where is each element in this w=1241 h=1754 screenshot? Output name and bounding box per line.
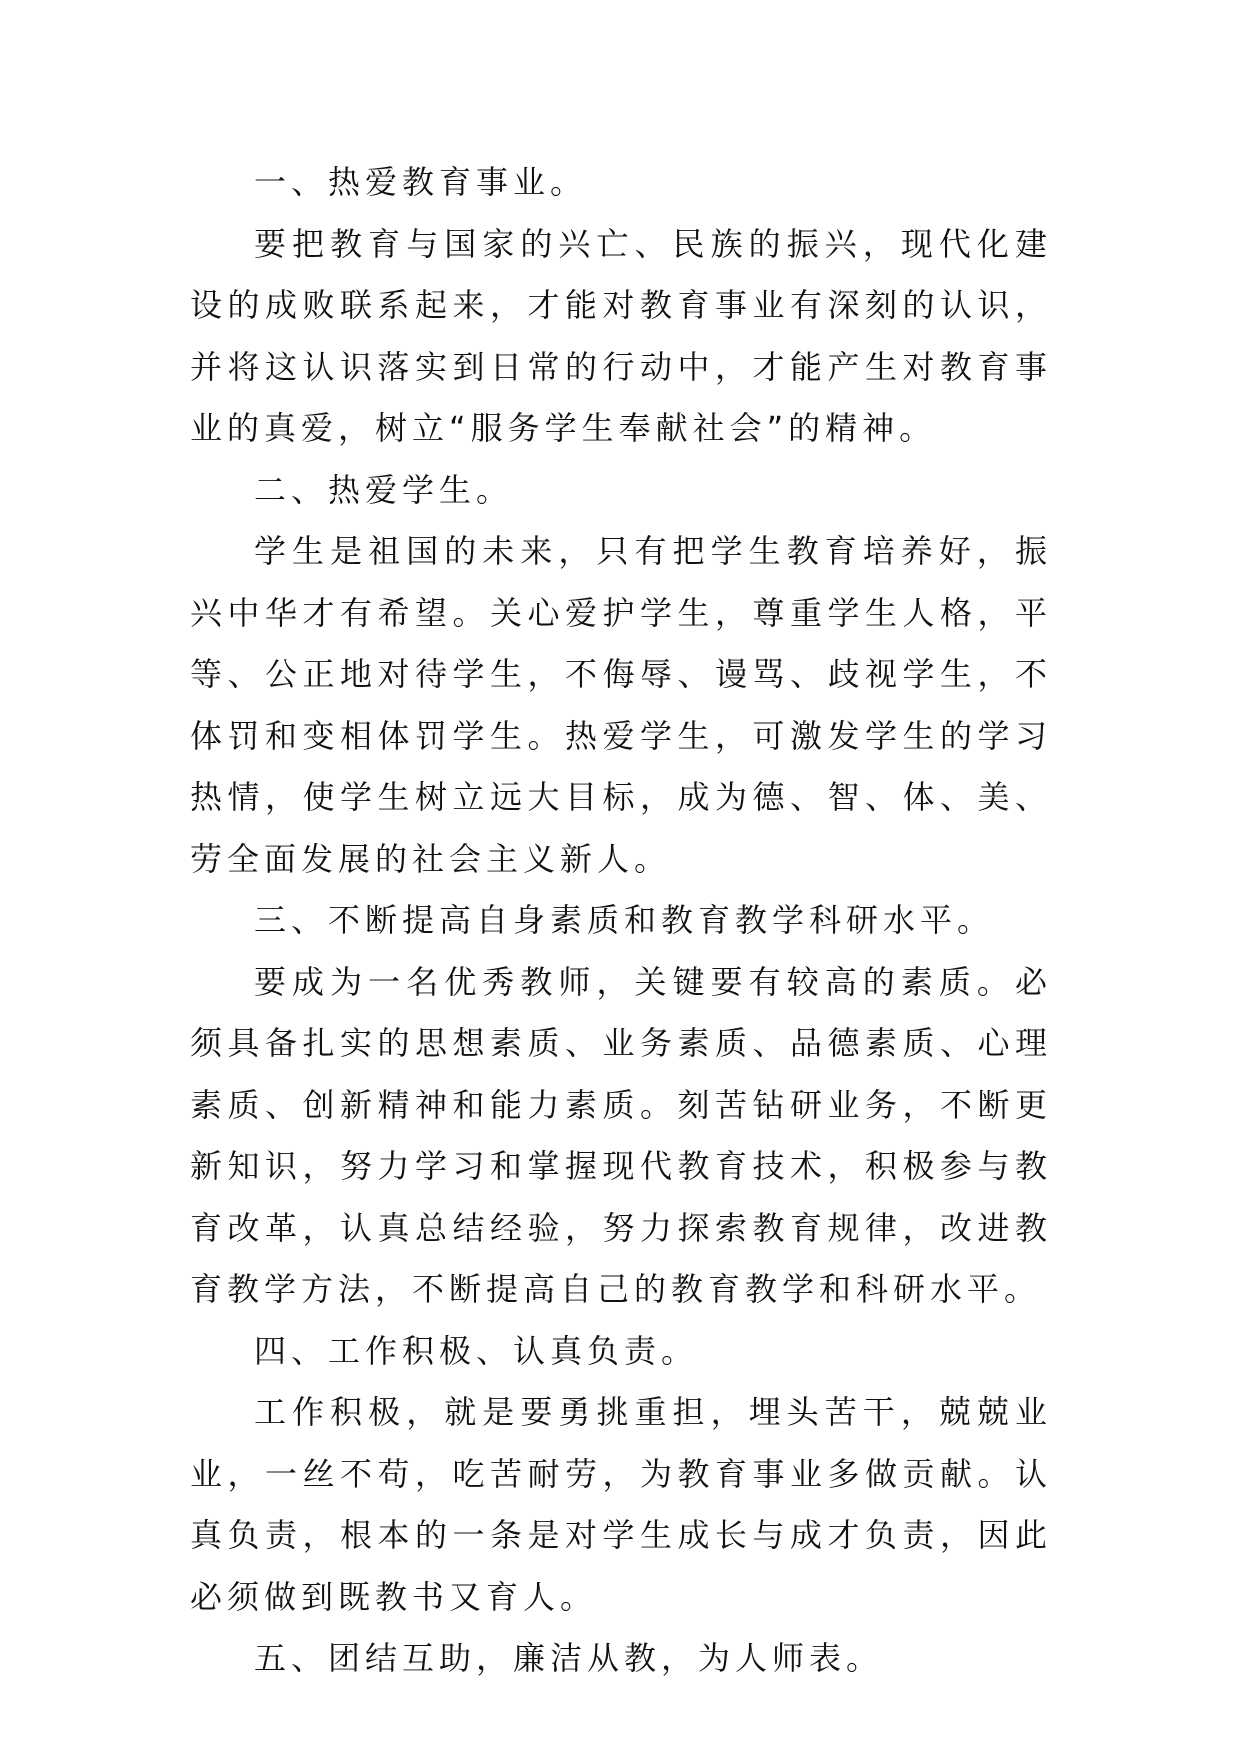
section-heading-1: 一、热爱教育事业。 (254, 163, 588, 201)
section-body-4: 工作积极，就是要勇挑重担，埋头苦干，兢兢业业，一丝不苟，吃苦耐劳，为教育事业多做贡献。认真负责，根本的一条是对学生成长与成才负责，因此必须做到既教书又育人。 (190, 1393, 1052, 1616)
section-body-1: 要把教育与国家的兴亡、民族的振兴，现代化建设的成败联系起来，才能对教育事业有深刻的认识，并将这认识落实到日常的行动中，才能产生对教育事业的真爱，树立“服务学生奉献社会”的精神。 (190, 224, 1052, 447)
section-heading-5: 五、团结互助，廉洁从教，为人师表。 (254, 1639, 884, 1677)
section-heading-4: 四、工作积极、认真负责。 (254, 1331, 699, 1370)
section-heading-2: 二、热爱学生。 (254, 470, 514, 509)
document-body (190, 152, 1052, 1690)
section-body-2: 学生是祖国的未来，只有把学生教育培养好，振兴中华才有希望。关心爱护学生，尊重学生人格，平等、公正地对待学生，不侮辱、谩骂、歧视学生，不体罚和变相体罚学生。热爱学生，可激发学生的学习热情，使学生树立远大目标，成为德、智、体、美、劳全面发展的社会主义新人。 (190, 532, 1052, 878)
section-heading-3: 三、不断提高自身素质和教育教学科研水平。 (254, 901, 995, 939)
section-body-3: 要成为一名优秀教师，关键要有较高的素质。必须具备扎实的思想素质、业务素质、品德素质、心理素质、创新精神和能力素质。刻苦钻研业务，不断更新知识，努力学习和掌握现代教育技术，积极参与教育改革，认真总结经验，努力探索教育规律，改进教育教学方法，不断提高自己的教育教学和科研水平。 (190, 962, 1052, 1308)
